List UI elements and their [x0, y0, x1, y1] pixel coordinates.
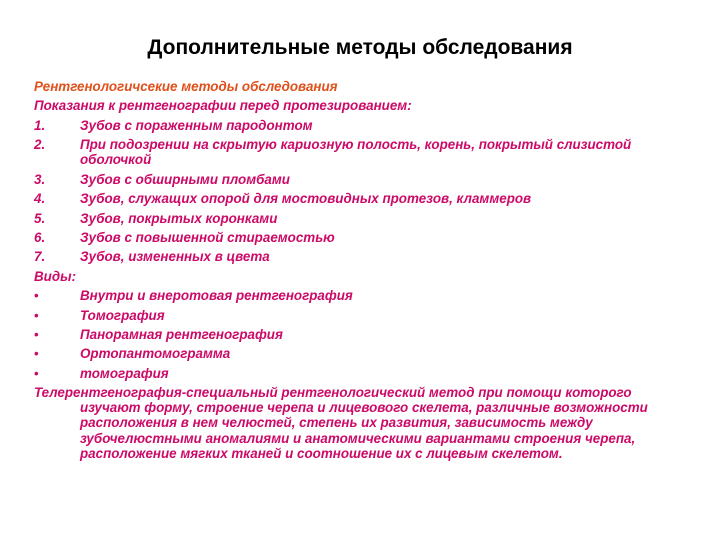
list-item	[34, 211, 674, 226]
list-item	[34, 249, 674, 264]
bullet-icon: •	[34, 288, 39, 304]
bullet-icon: •	[34, 326, 39, 342]
slide-title: Дополнительные методы обследования	[147, 36, 573, 59]
bullet-icon: •	[34, 346, 39, 362]
list-item	[34, 346, 674, 361]
list-number: 6.	[34, 229, 46, 245]
list-number: 1.	[34, 117, 46, 133]
list-item-text: Зубов с обширными пломбами	[80, 171, 290, 187]
types-list	[34, 288, 674, 381]
types-heading: Виды:	[34, 268, 77, 284]
list-item-text: Зубов, покрытых коронками	[80, 210, 278, 226]
list-number: 4.	[34, 191, 46, 207]
list-item-text: Зубов, служащих опорой для мостовидных протезов, кламмеров	[80, 191, 532, 207]
list-item-text: Зубов с повышенной стираемостью	[80, 229, 335, 245]
slide-body	[34, 79, 674, 461]
list-item-text: Внутри и внеротовая рентгенография	[80, 288, 353, 304]
bullet-icon: •	[34, 365, 39, 381]
list-item-text: томография	[80, 365, 169, 381]
indications-list	[34, 118, 674, 265]
section-subheading: Рентгенологичсекие методы обследования	[34, 79, 338, 94]
list-item	[34, 366, 674, 381]
indications-heading: Показания к рентгенографии перед протезированием:	[34, 98, 412, 114]
list-item-text: Зубов, измененных в цвета	[80, 249, 270, 265]
list-item	[34, 172, 674, 187]
list-item	[34, 308, 674, 323]
bullet-icon: •	[34, 307, 39, 323]
list-item-text: При подозрении на скрытую кариозную полость, корень, покрытый слизистой оболочкой	[80, 137, 632, 168]
list-item	[34, 327, 674, 342]
list-item-text: Зубов с пораженным пародонтом	[80, 117, 313, 133]
list-number: 7.	[34, 249, 46, 265]
definition-paragraph: Телерентгенография-специальный рентгенологический метод при помощи которого изучают форму, строение черепа и лицевового скелета, различные возможности расположения в нем челюстей, степень их развития, зависимость между зубочелюстными аномалиями и анатомическими вариантами строения черепа, расположение мягких тканей и соотношение их с лицевым скелетом.	[34, 385, 648, 461]
list-item	[34, 118, 674, 133]
list-item	[34, 191, 674, 206]
list-item-text: Ортопантомограмма	[80, 346, 231, 362]
list-item	[34, 230, 674, 245]
list-number: 2.	[34, 137, 46, 153]
list-item-text: Томография	[80, 307, 165, 323]
list-number: 3.	[34, 171, 46, 187]
list-item	[34, 288, 674, 303]
list-number: 5.	[34, 210, 46, 226]
list-item-text: Панорамная рентгенография	[80, 326, 283, 342]
list-item	[34, 137, 674, 167]
